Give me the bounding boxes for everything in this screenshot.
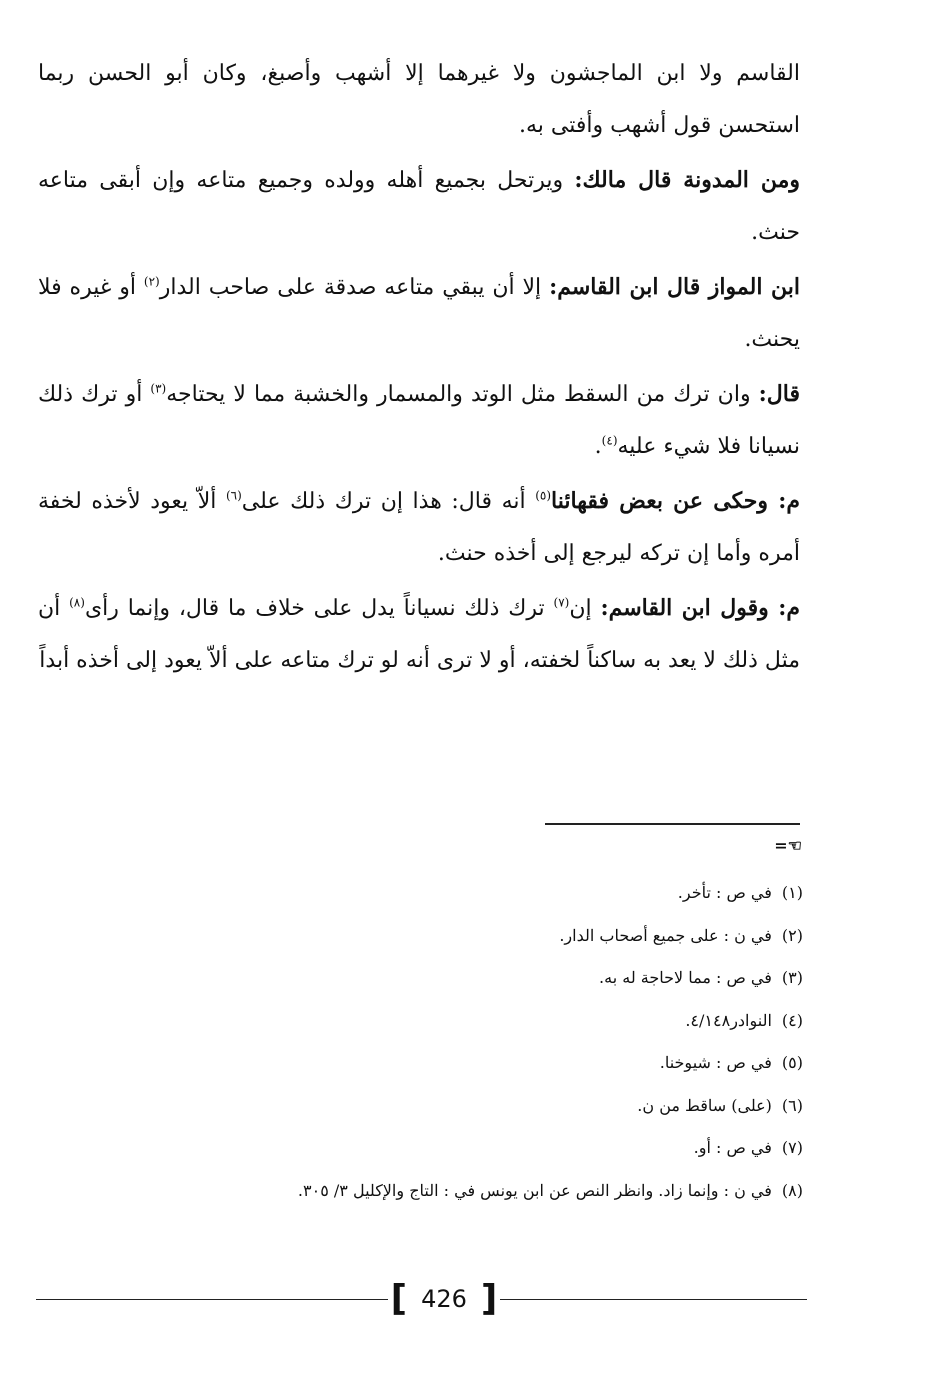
footnote-ref[interactable]: (٤) xyxy=(601,433,618,448)
paragraph-3 xyxy=(38,261,800,366)
paragraph-text: أن مثل ذلك لا يعد به ساكناً لخفته، أو لا ترى أنه لو ترك متاعه على ألاّ يعود إلى أخذه أبداً xyxy=(38,596,800,673)
footnote-item xyxy=(200,872,803,915)
paragraph-text: أنه قال: هذا إن ترك ذلك على xyxy=(241,489,526,514)
footnote-text: في ص : مما لاحاجة له به. xyxy=(599,968,772,987)
footnote-separator xyxy=(545,823,800,825)
footnote-number: (٣) xyxy=(781,968,803,987)
paragraph-text: أو غيره فلا يحنث. xyxy=(38,275,800,352)
main-text xyxy=(38,48,800,689)
paragraph-text: وان ترك من السقط مثل الوتد والمسمار والخشبة مما لا يحتاجه xyxy=(166,382,751,407)
footnote-text: في ص : تأخر. xyxy=(677,883,772,902)
footnote-item xyxy=(200,915,803,958)
paragraph-text: إلا أن يبقي متاعه صدقة على صاحب الدار xyxy=(159,275,542,300)
paragraph-2 xyxy=(38,154,800,259)
page-number-rule-left xyxy=(36,1299,388,1300)
page-number-bracket-left: [ xyxy=(390,1278,408,1319)
footnote-item xyxy=(200,957,803,1000)
paragraph-text: إن xyxy=(569,596,592,621)
footnote-number: (٢) xyxy=(781,925,803,945)
footnote-text: النوادر٤/١٤٨. xyxy=(685,1010,772,1030)
footnote-text: في ص : أو. xyxy=(693,1138,772,1157)
paragraph-lead: م: وحكى عن بعض فقهائنا xyxy=(551,488,801,514)
footnote-number: (٥) xyxy=(781,1053,803,1072)
paragraph-text: . xyxy=(594,434,602,459)
footnote-continuation-mark: ☜= xyxy=(774,836,802,855)
footnote-item xyxy=(200,1042,803,1085)
continuation-arrow-icon: ☜ xyxy=(787,836,802,855)
paragraph-text: ويرتحل بجميع أهله وولده وجميع متاعه وإن أبقى متاعه حنث. xyxy=(38,168,800,245)
paragraph-lead: ومن المدونة قال مالك: xyxy=(574,167,800,193)
footnote-text: في ن : على جميع أصحاب الدار. xyxy=(559,925,772,945)
paragraph-1 xyxy=(38,48,800,152)
paragraph-6 xyxy=(38,582,800,687)
page-number-rule-right xyxy=(500,1299,807,1300)
footnote-text: في ن : وإنما زاد. وانظر النص عن ابن يونس في : التاج والإكليل ٣/ ٣٠٥. xyxy=(297,1180,772,1200)
footnote-ref[interactable]: (٥) xyxy=(535,488,552,503)
footnote-ref[interactable]: (٦) xyxy=(225,488,242,503)
footnote-number: (١) xyxy=(781,883,803,902)
footnote-ref[interactable]: (٨) xyxy=(69,595,85,610)
footnote-text: في ص : شيوخنا. xyxy=(659,1053,772,1072)
page-number-box xyxy=(388,1276,500,1322)
footnote-text: (على) ساقط من ن. xyxy=(637,1095,772,1115)
footnote-number: (٦) xyxy=(781,1095,803,1115)
paragraph-lead: م: وقول ابن القاسم: xyxy=(600,595,800,621)
footnote-ref[interactable]: (٢) xyxy=(143,274,160,289)
paragraph-text: ترك ذلك نسياناً يدل على خلاف ما قال، وإنما رأى xyxy=(84,596,545,621)
footnote-ref[interactable]: (٣) xyxy=(150,381,167,396)
footnote-number: (٧) xyxy=(781,1138,803,1157)
footnote-number: (٨) xyxy=(781,1180,803,1200)
footnote-item xyxy=(200,1170,803,1213)
paragraph-lead: ابن المواز قال ابن القاسم: xyxy=(549,274,800,300)
footnote-list xyxy=(200,872,803,1212)
paragraph-lead: قال: xyxy=(758,381,800,407)
paragraph-text: أو ترك ذلك نسيانا فلا شيء عليه xyxy=(38,382,800,459)
paragraph-text: ألاّ يعود لأخذه لخفة أمره وأما إن تركه ليرجع إلى أخذه حنث. xyxy=(38,489,800,566)
page-number-bracket-right: ] xyxy=(480,1278,498,1319)
footnote-ref[interactable]: (٧) xyxy=(553,595,570,610)
footnote-number: (٤) xyxy=(781,1010,803,1030)
page-number: 426 xyxy=(421,1285,467,1313)
paragraph-text: القاسم ولا ابن الماجشون ولا غيرهما إلا أشهب وأصبغ، وكان أبو الحسن ربما استحسن قول أشهب وأفتى به. xyxy=(38,61,800,138)
paragraph-5 xyxy=(38,475,800,580)
footnote-item xyxy=(200,1000,803,1043)
footnote-item xyxy=(200,1127,803,1170)
paragraph-4 xyxy=(38,368,800,473)
footnote-item xyxy=(200,1085,803,1128)
